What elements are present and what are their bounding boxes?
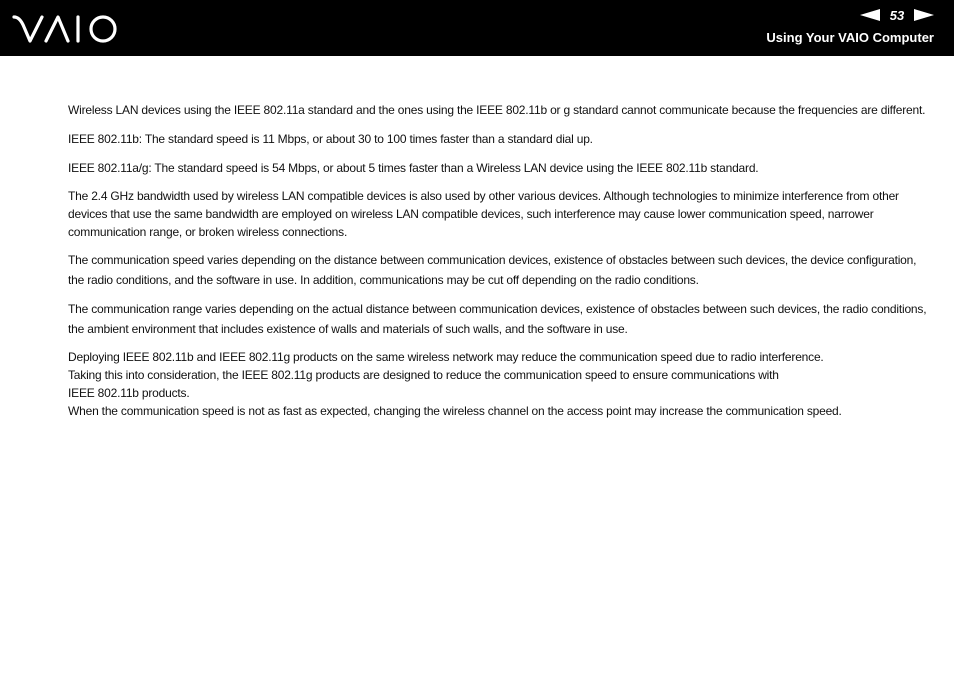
paragraph-line: IEEE 802.11b products.	[68, 386, 190, 400]
vaio-logo	[12, 13, 122, 45]
paragraph-bandwidth-interference: The 2.4 GHz bandwidth used by wireless LAN compatible devices is also used by other various devices. Although technologies to minimize interference from other devices that use the same bandwidth are employed on wireless LAN compatible devices, such interference may cause lower communication speed, narrower communication range, or broken wireless connections.	[68, 189, 899, 239]
paragraph-communication-speed: The communication speed varies depending on the distance between communication devices, existence of obstacles between such devices, the device configuration, the radio conditions, and the software in use. In addition, communications may be cut off depending on the radio conditions.	[68, 253, 917, 287]
page-header	[0, 0, 954, 56]
paragraph-line: Deploying IEEE 802.11b and IEEE 802.11g products on the same wireless network may reduce the communication speed due to radio interference.	[68, 350, 824, 364]
right-triangle-arrow-icon[interactable]	[914, 9, 934, 21]
document-body	[68, 100, 928, 420]
paragraph-80211b-speed: IEEE 802.11b: The standard speed is 11 Mbps, or about 30 to 100 times faster than a standard dial up.	[68, 132, 593, 146]
paragraph-line: When the communication speed is not as fast as expected, changing the wireless channel on the access point may increase the communication speed.	[68, 404, 842, 418]
paragraph-mixed-deployment	[68, 348, 928, 420]
page-number: 53	[889, 7, 905, 23]
page-navigation	[860, 7, 934, 23]
paragraph-frequency-compatibility: Wireless LAN devices using the IEEE 802.11a standard and the ones using the IEEE 802.11b or g standard cannot communicate because the frequencies are different.	[68, 103, 926, 117]
left-triangle-arrow-icon[interactable]	[860, 9, 880, 21]
paragraph-80211ag-speed: IEEE 802.11a/g: The standard speed is 54 Mbps, or about 5 times faster than a Wireless LAN device using the IEEE 802.11b standard.	[68, 161, 759, 175]
paragraph-communication-range: The communication range varies depending on the actual distance between communication devices, existence of obstacles between such devices, the radio conditions, the ambient environment that includes existence of walls and materials of such walls, and the software in use.	[68, 302, 927, 336]
paragraph-line: Taking this into consideration, the IEEE 802.11g products are designed to reduce the communication speed to ensure communications with	[68, 368, 779, 382]
section-title: Using Your VAIO Computer	[766, 30, 934, 45]
